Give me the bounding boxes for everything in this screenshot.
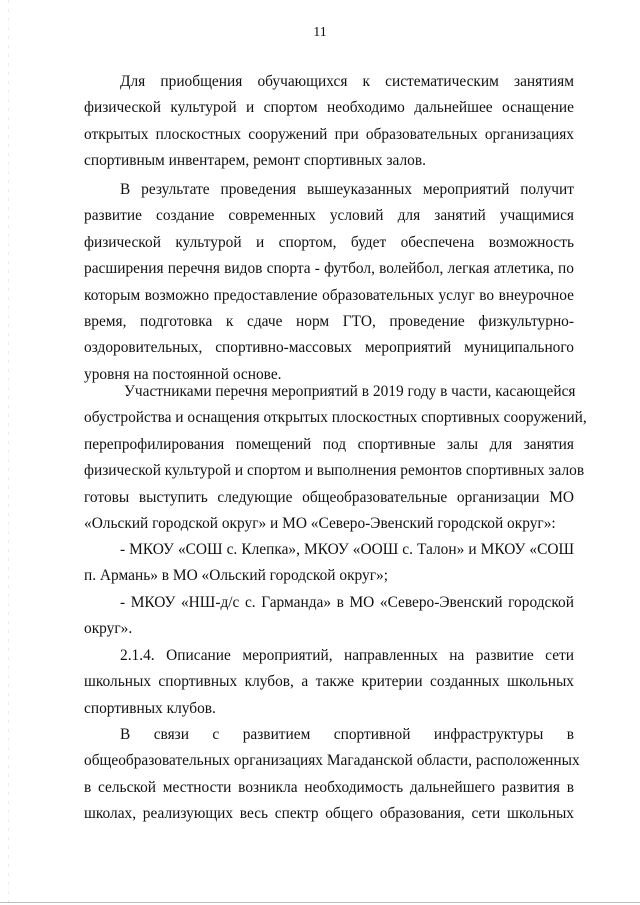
paragraph-line: спортивным инвентарем, ремонт спортивных залов.: [84, 152, 426, 170]
paragraph-line: - МКОУ «СОШ с. Клепка», МКОУ «ООШ с. Талон» и МКОУ «СОШ: [120, 541, 574, 558]
paragraph-line: общеобразовательных организациях Магаданской области, расположенных: [84, 752, 580, 770]
paragraph-1: [84, 69, 574, 175]
paragraph-5: [84, 590, 574, 643]
scan-edge-bottom: [0, 902, 640, 903]
scan-edge-left: [8, 0, 9, 905]
paragraph-line: округ».: [84, 620, 133, 638]
paragraph-line: открытых плоскостных сооружений при образовательных организациях: [84, 125, 574, 143]
paragraph-line: В связи с развитием спортивной инфраструктуры в: [120, 726, 574, 743]
paragraph-line: оздоровительных, спортивно-массовых мероприятий муниципального: [84, 339, 574, 357]
paragraph-line: физической культурой и спортом необходимо дальнейшее оснащение: [84, 99, 574, 117]
paragraph-line: «Ольский городской округ» и МО «Северо-Эвенский городской округ»:: [84, 514, 556, 532]
paragraph-line: Участниками перечня мероприятий в 2019 году в части, касающейся: [124, 383, 576, 400]
paragraph-line: уровня на постоянной основе.: [84, 365, 282, 383]
paragraph-line: расширения перечня видов спорта - футбол, волейбол, легкая атлетика, по: [84, 260, 574, 278]
paragraph-line: школах, реализующих весь спектр общего образования, сети школьных: [84, 805, 574, 823]
paragraph-line: Для приобщения обучающихся к систематическим занятиям: [120, 73, 574, 90]
paragraph-line: готовы выступить следующие общеобразовательные организации МО: [84, 488, 574, 506]
paragraph-line: 2.1.4. Описание мероприятий, направленных на развитие сети: [120, 647, 574, 664]
paragraph-3: [84, 379, 587, 537]
paragraph-line: физической культурой и спортом, будет обеспечена возможность: [84, 233, 574, 251]
paragraph-2: [84, 177, 574, 388]
paragraph-line: физической культурой и спортом и выполнения ремонтов спортивных залов: [84, 462, 585, 480]
paragraph-line: время, подготовка к сдаче норм ГТО, проведение физкультурно-: [84, 312, 574, 330]
page-number: 11: [313, 25, 327, 40]
paragraph-line: школьных спортивных клубов, а также критерии созданных школьных: [84, 673, 574, 691]
paragraph-line: которым возможно предоставление образовательных услуг во внеурочное: [84, 286, 574, 304]
paragraph-7: [84, 722, 580, 828]
paragraph-line: спортивных клубов.: [84, 699, 216, 717]
paragraph-line: п. Армань» в МО «Ольский городской округ»;: [84, 567, 389, 585]
paragraph-line: перепрофилирования помещений под спортивные залы для занятия: [84, 435, 574, 453]
paragraph-4: [84, 537, 574, 590]
paragraph-line: В результате проведения вышеуказанных мероприятий получит: [120, 181, 574, 198]
paragraph-line: в сельской местности возникла необходимость дальнейшего развития в: [84, 778, 574, 796]
paragraph-line: обустройства и оснащения открытых плоскостных спортивных сооружений,: [84, 409, 587, 427]
paragraph-line: - МКОУ «НШ-д/с с. Гарманда» в МО «Северо-Эвенский городской: [120, 594, 574, 611]
paragraph-line: развитие создание современных условий для занятий учащимися: [84, 207, 574, 225]
paragraph-6: [84, 643, 574, 722]
